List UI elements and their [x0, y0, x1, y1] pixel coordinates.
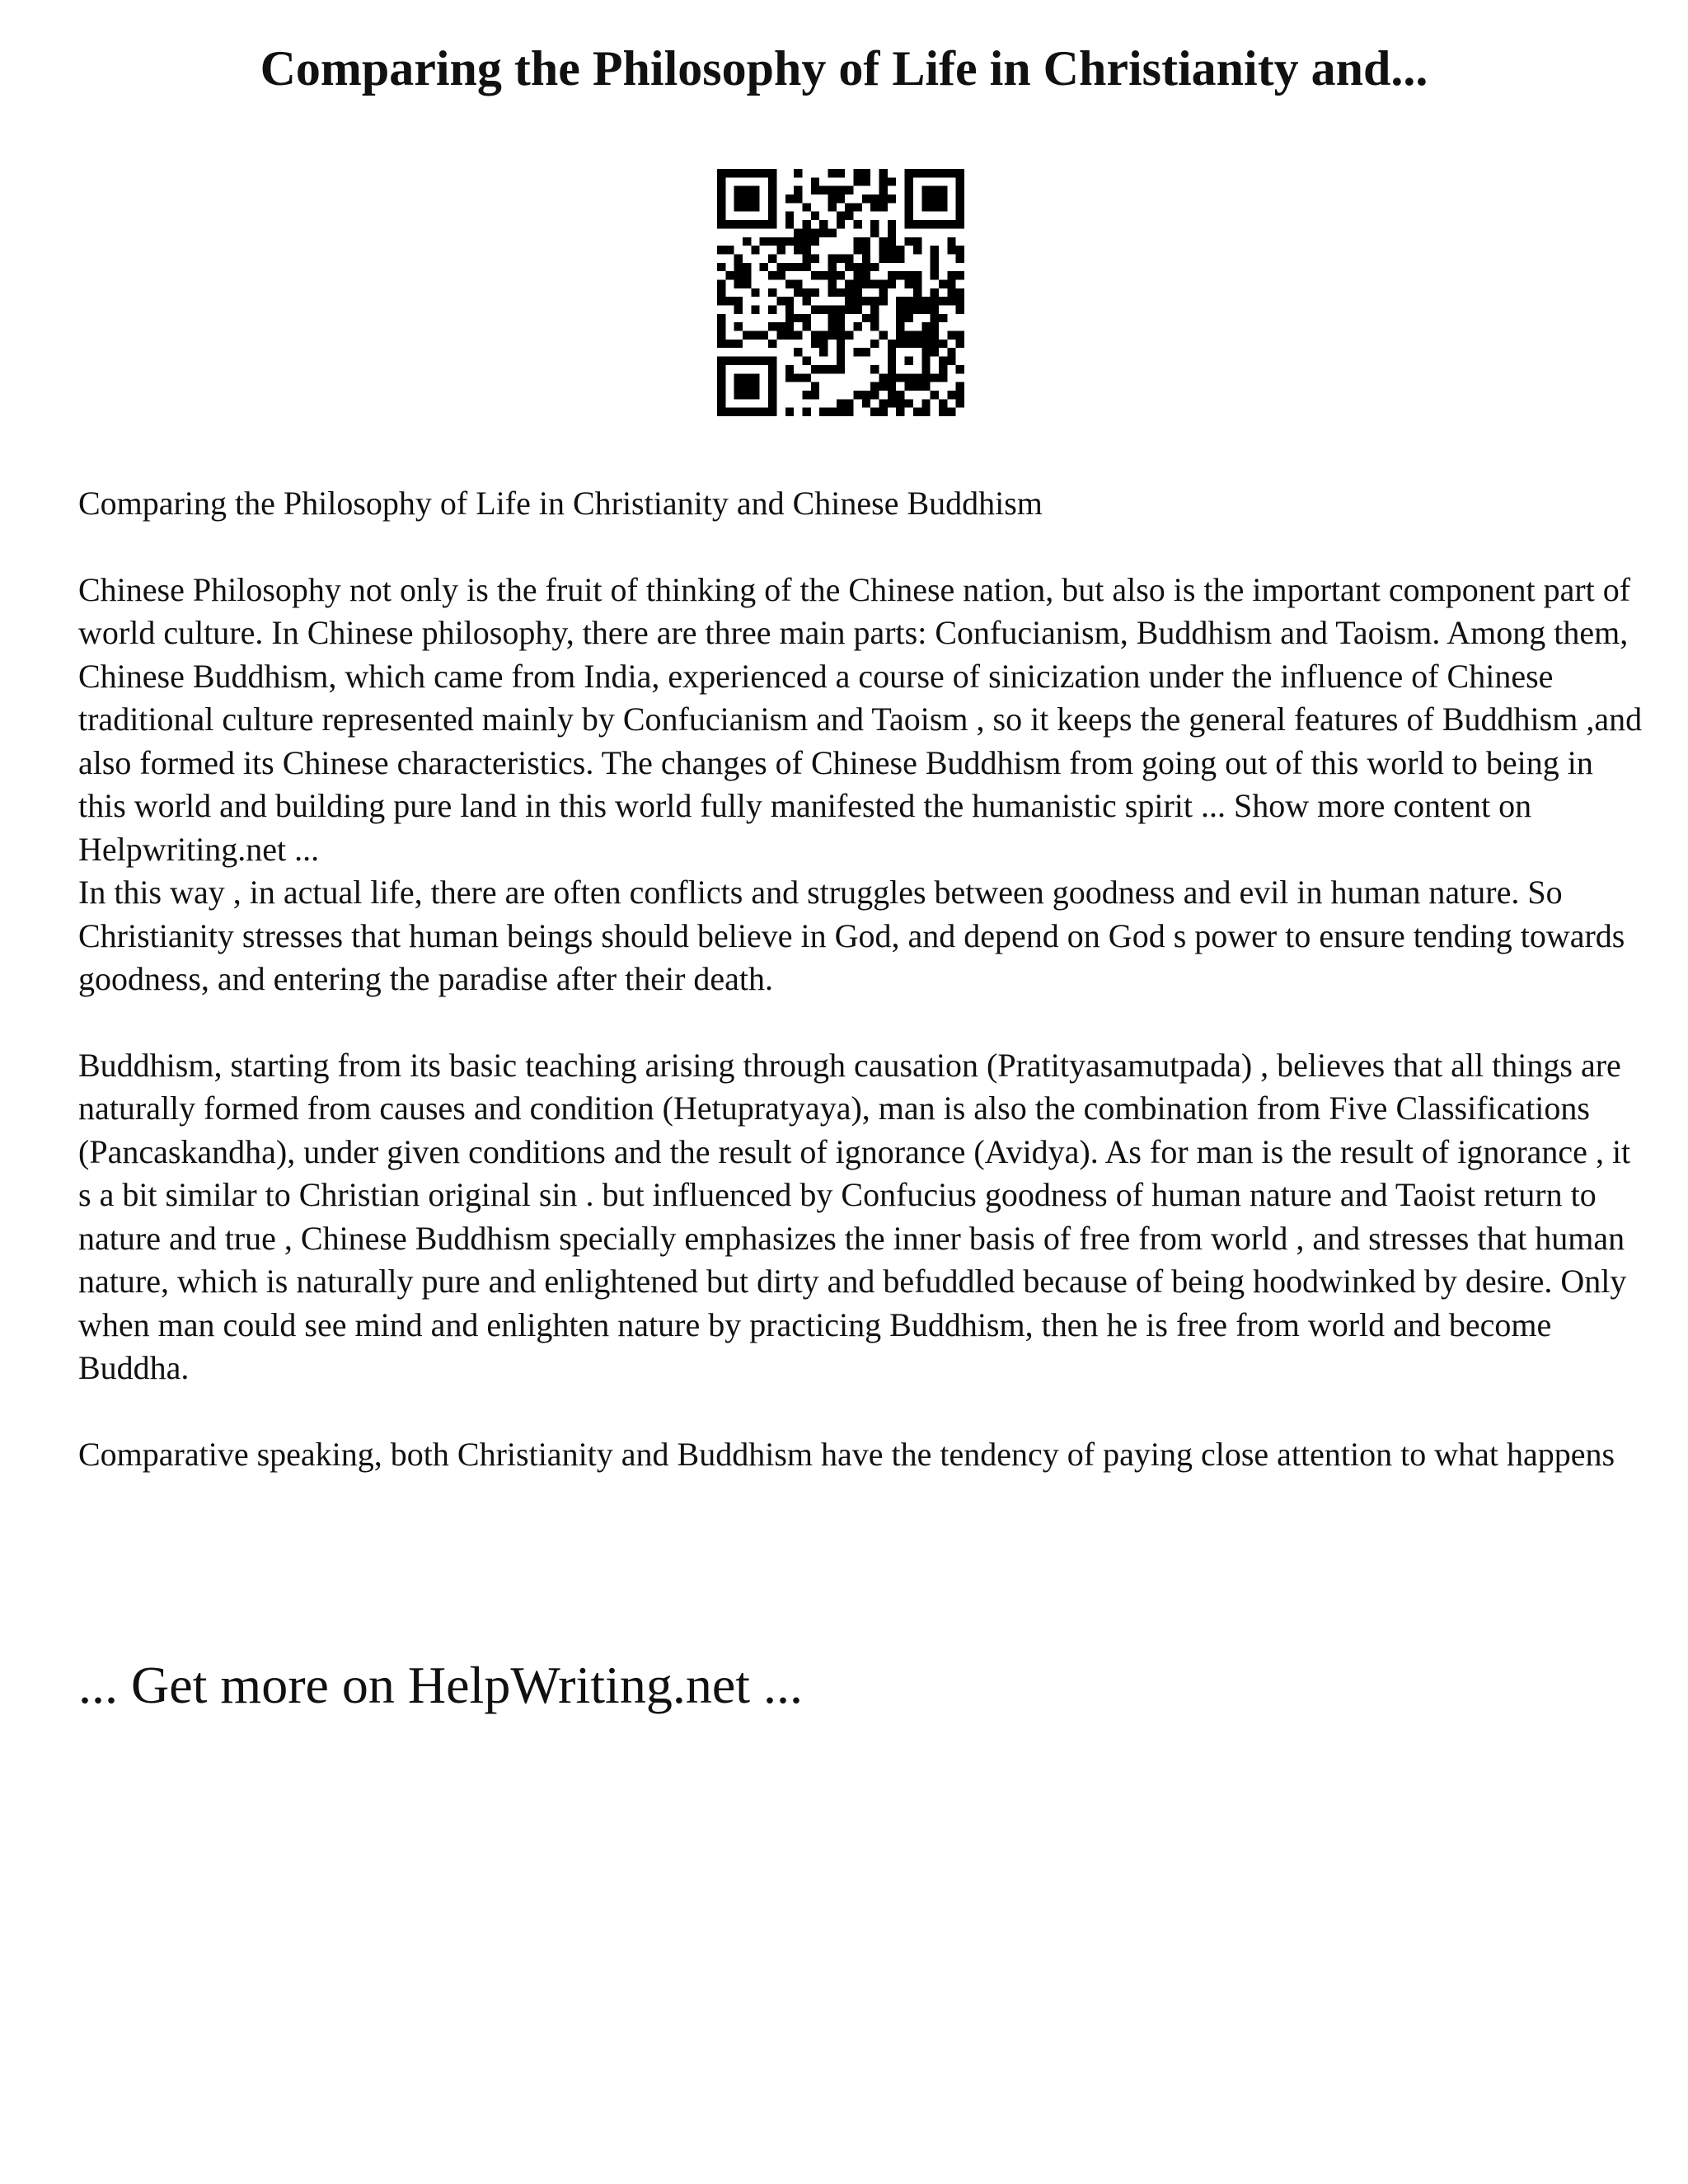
paragraph-intro: Chinese Philosophy not only is the fruit of thinking of the Chinese nation, but also is the important component part of world culture. In Chinese philosophy, there are three main parts: Confucianism, Buddhism and Taoism. Among them, Chinese Buddhism, which came from India, experienced a course of sinicization under the influence of Chinese traditional culture represented mainly by Confucianism and Taoism , so it keeps the general features of Buddhism ,and also formed its Chinese characteristics. The changes of Chinese Buddhism from going out of this world to being in this world and building pure land in this world fully manifested the humanistic spirit ... Show more content on Helpwriting.net ... — [78, 570, 1643, 868]
paragraph-christianity: In this way , in actual life, there are often conflicts and struggles between goodness and evil in human nature. So Christianity stresses that human beings should believe in God, and depend on God s power to ensure tending towards goodness, and entering the paradise after their death. — [78, 874, 1625, 997]
paragraph-spacer — [78, 526, 1644, 569]
qr-code-icon — [717, 169, 964, 416]
qr-code-graphic — [717, 169, 964, 416]
paragraph-buddhism: Buddhism, starting from its basic teaching arising through causation (Pratityasamutpada) , believes that all things are naturally formed from causes and condition (Hetupratyaya), man is also the combination from Five Classifications (Pancaskandha), under given conditions and the result of ignorance (Avidya). As for man is the result of ignorance , it s a bit similar to Christian original sin . but influenced by Confucius goodness of human nature and Taoist return to nature and true , Chinese Buddhism specially emphasizes the inner basis of free from world , and stresses that human nature, which is naturally pure and enlightened but dirty and befuddled because of being hoodwinked by desire. Only when man could see mind and enlighten nature by practicing Buddhism, then he is free from world and become Buddha. — [78, 1046, 1631, 1386]
document-title: Comparing the Philosophy of Life in Christianity and... — [260, 41, 1428, 96]
document-body — [78, 482, 1644, 1476]
document-subtitle: Comparing the Philosophy of Life in Christianity and Chinese Buddhism — [78, 485, 1043, 522]
paragraph-comparison: Comparative speaking, both Christianity and Buddhism have the tendency of paying close attention to what happens — [78, 1435, 1615, 1473]
get-more-link[interactable]: ... Get more on HelpWriting.net ... — [78, 1656, 803, 1714]
paragraph-spacer — [78, 1001, 1644, 1044]
paragraph-spacer — [78, 1390, 1644, 1433]
